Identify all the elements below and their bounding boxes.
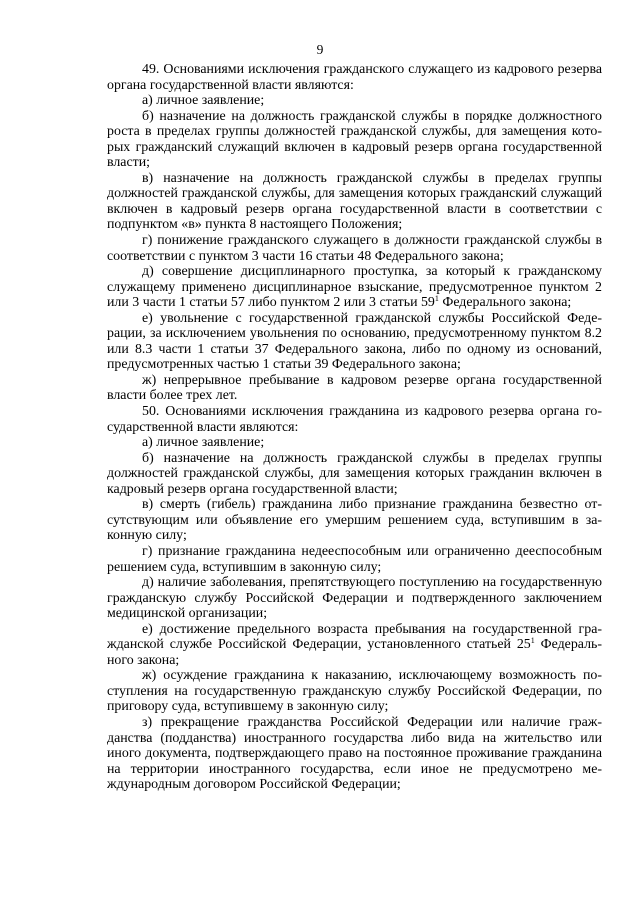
paragraph-50-zh bbox=[107, 668, 602, 715]
paragraph-49-zh bbox=[107, 373, 602, 404]
paragraph-text: е) достижение предельного возраста пребывания на государственной гражданской службе Российской Федерации, установленного статьей 25 bbox=[107, 621, 602, 653]
paragraph-text: г) признание гражданина недееспособным или ограниченно дееспособным решением суда, вступившим в законную силу; bbox=[107, 543, 602, 575]
paragraph-text: з) прекращение гражданства Российской Федерации или наличие гражданства (подданства) иностранного государства либо вида на жительство или иного документа, подтверждающего право на постоянное проживание гражданина на территории иностранного государства, если иное не предусмотрено международным договором Российской Федерации; bbox=[107, 714, 602, 793]
paragraph-text: г) понижение гражданского служащего в должности гражданской службы в соответствии с пунктом 3 части 16 статьи 48 Федерального закона; bbox=[107, 233, 602, 264]
paragraph-50-z bbox=[107, 715, 602, 793]
paragraph-text: д) совершение дисциплинарного проступка, за который к гражданскому служащему применено дисциплинарное взыскание, предусмотренное пунктом 2 или 3 части 1 статьи 57 либо пунктом 2 или 3 статьи 59 bbox=[107, 264, 602, 311]
paragraph-49-b bbox=[107, 109, 602, 171]
paragraph-text: б) назначение на должность гражданской службы в порядке должностного роста в пределах группы должностей гражданской службы, для замещения которых гражданский служащий включен в кадровый резерв органа государственной власти; bbox=[107, 108, 602, 171]
paragraph-text: ж) непрерывное пребывание в кадровом резерве органа государственной власти более трех лет. bbox=[107, 372, 602, 404]
paragraph-49 bbox=[107, 62, 602, 93]
paragraph-text: а) личное заявление; bbox=[142, 93, 265, 109]
paragraph-text: 50. Основаниями исключения гражданина из кадрового резерва органа государственной власти являются: bbox=[107, 404, 602, 435]
superscript: 1 bbox=[530, 636, 535, 646]
paragraph-text: в) смерть (гибель) гражданина либо признание гражданина безвестно отсутствующим или объявление его умершим решением суда, вступившим в законную силу; bbox=[107, 497, 602, 544]
paragraph-50 bbox=[107, 404, 602, 435]
paragraph-50-e bbox=[107, 622, 602, 669]
paragraph-49-v bbox=[107, 171, 602, 233]
paragraph-49-a bbox=[107, 93, 602, 109]
paragraph-text: а) личное заявление; bbox=[142, 435, 265, 451]
paragraph-49-d bbox=[107, 264, 602, 311]
paragraph-text: д) наличие заболевания, препятствующего поступлению на государственную гражданскую службу Российской Федерации и подтвержденного заключением медицинской организации; bbox=[107, 575, 602, 622]
paragraph-text: 49. Основаниями исключения гражданского служащего из кадрового резерва органа государственной власти являются: bbox=[107, 62, 602, 93]
paragraph-text: б) назначение на должность гражданской службы в пределах группы должностей гражданской службы, для замещения которых гражданин включен в кадровый резерв органа государственной власти; bbox=[107, 450, 602, 497]
superscript: 1 bbox=[434, 294, 439, 304]
paragraph-text: ж) осуждение гражданина к наказанию, исключающему возможность поступления на государственную гражданскую службу Российской Федерации, по приговору суда, вступившему в законную силу; bbox=[107, 668, 602, 715]
paragraph-49-e bbox=[107, 311, 602, 373]
paragraph-text: е) увольнение с государственной гражданской службы Российской Федерации, за исключением увольнения по основанию, предусмотренному пунктом 8.2 или 8.3 части 1 статьи 37 Федерального закона, либо по одному из оснований, предусмотренных частью 1 статьи 39 Федерального закона; bbox=[107, 310, 602, 373]
paragraph-text-tail: Федерального закона; bbox=[438, 295, 572, 311]
paragraph-text-tail: Федерального закона; bbox=[107, 637, 602, 668]
paragraph-50-v bbox=[107, 497, 602, 544]
paragraph-49-g bbox=[107, 233, 602, 264]
page-number: 9 bbox=[316, 42, 324, 57]
paragraph-50-b bbox=[107, 451, 602, 498]
paragraph-50-a bbox=[107, 435, 602, 451]
paragraph-50-d bbox=[107, 575, 602, 622]
paragraph-text: в) назначение на должность гражданской службы в пределах группы должностей гражданской службы, для замещения которых гражданский служащий включен в кадровый резерв органа государственной власти в соответствии с подпунктом «в» пункта 8 настоящего Положения; bbox=[107, 170, 602, 233]
paragraph-50-g bbox=[107, 544, 602, 575]
document-body bbox=[107, 62, 602, 793]
